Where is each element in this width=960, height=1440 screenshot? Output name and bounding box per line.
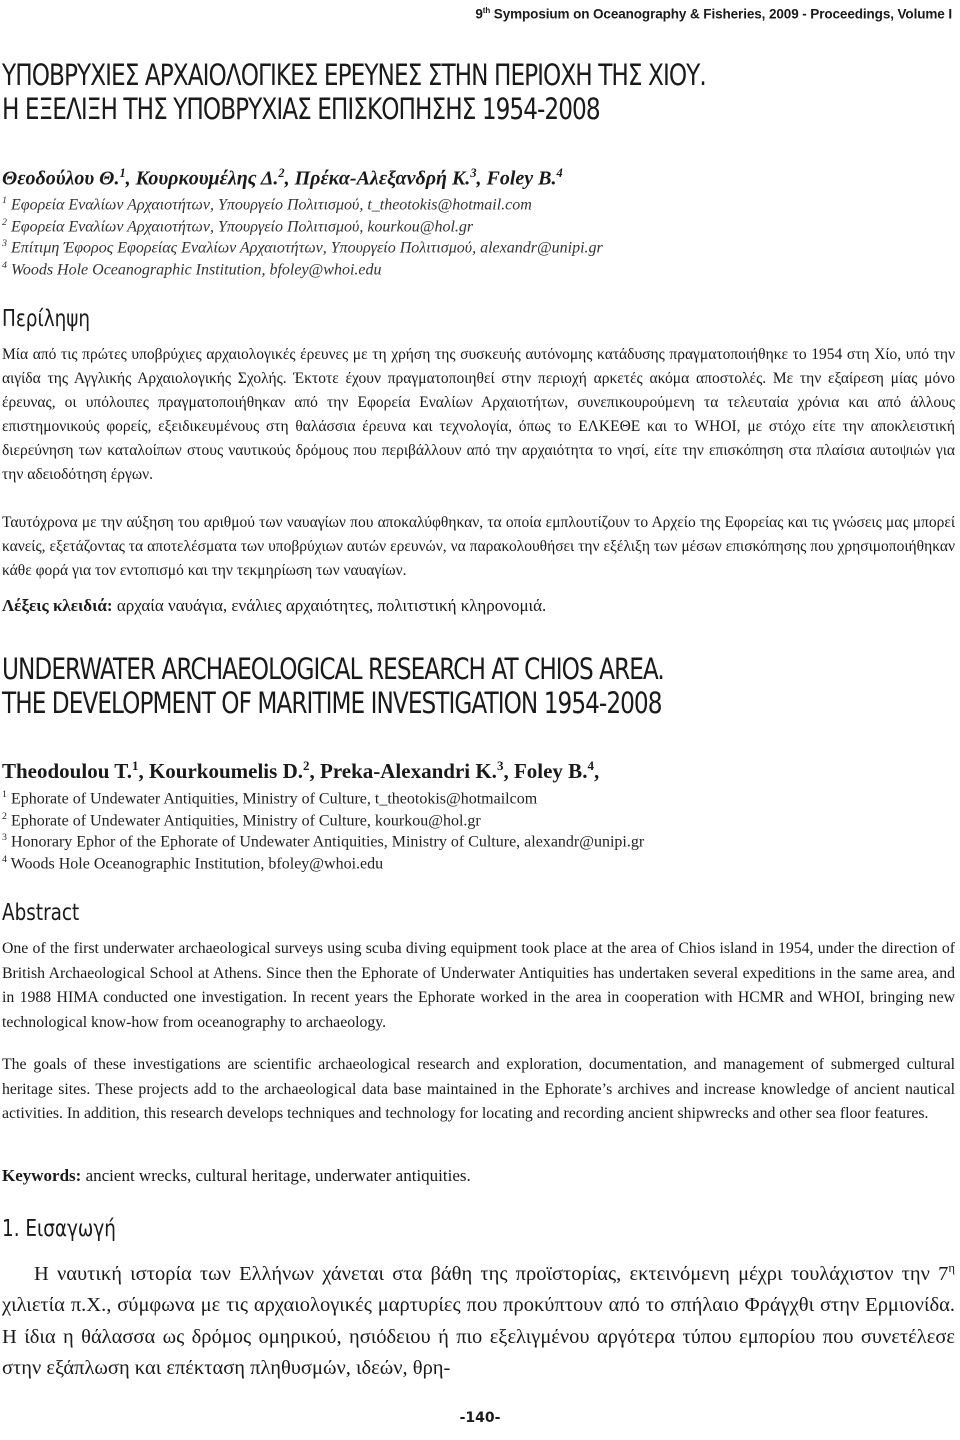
author-sup: 1 xyxy=(131,758,139,773)
author-sup: 2 xyxy=(278,166,285,180)
affiliation-sup: 3 xyxy=(2,238,7,250)
affiliation-sup: 2 xyxy=(2,216,7,228)
english-abstract-paragraph-2: The goals of these investigations are scientific archaeological research and exploration, documentation, and management of submerged cultural heritage sites. These projects add to the archaeological data base maintained in the Ephorate’s archives and increase knowledge of ancient nautical activities. In addition, this research develops techniques and technology for locating and recording ancient shipwrecks and other sea floor features. xyxy=(2,1056,955,1122)
affiliation-sup: 4 xyxy=(2,854,7,866)
greek-title-line-2: Η ΕΞΕΛΙΞΗ ΤΗΣ ΥΠΟΒΡΥΧΙΑΣ ΕΠΙΣΚΟΠΗΣΗΣ 1954-2008 xyxy=(2,92,600,126)
greek-keywords xyxy=(2,596,546,616)
affiliation-text: Επίτιμη Έφορος Εφορείας Εναλίων Αρχαιοτήτων, Υπουργείο Πολιτισμού, alexandr@unipi.gr xyxy=(6,239,603,257)
affiliation-text: Woods Hole Oceanographic Institution, bfoley@whoi.edu xyxy=(6,855,384,873)
affiliation-sup: 1 xyxy=(2,789,7,800)
intro-sup: η xyxy=(948,1261,955,1275)
author-name: Kourkoumelis D. xyxy=(148,759,303,783)
affiliation-text: Woods Hole Oceanographic Institution, bfoley@whoi.edu xyxy=(6,261,382,279)
author-sup: 2 xyxy=(302,758,310,773)
affiliation-sup: 2 xyxy=(2,810,7,822)
intro-paragraph xyxy=(2,1253,955,1385)
author-sup: 3 xyxy=(470,166,477,180)
running-head-ordinal: th xyxy=(482,6,491,15)
author-sep: , xyxy=(125,167,136,190)
greek-title xyxy=(2,58,706,126)
intro-text-a: Η ναυτική ιστορία των Ελλήνων χάνεται στα βάθη της προϊστορίας, εκτεινόμενη μέχρι τουλάχιστον την 7 xyxy=(34,1262,949,1285)
affiliation-line xyxy=(2,212,603,234)
affiliation-sup: 3 xyxy=(2,832,7,844)
english-abstract-paragraph-1: One of the first underwater archaeological surveys using scuba diving equipment took place at the area of Chios island in 1954, under the direction of British Archaeological School at Athens. Since then the Ephorate of Underwater Antiquities has undertaken several expeditions in the same area, and in 1988 HIMA conducted one investigation. In recent years the Ephorate worked in the area in cooperation with HCMR and WHOI, bringing new technological know-how from oceanography to archaeology. xyxy=(2,940,955,1031)
english-authors xyxy=(2,758,599,784)
keywords-label: Keywords: xyxy=(2,1166,82,1185)
author-sep: , xyxy=(138,759,149,783)
affiliation-sup: 4 xyxy=(2,260,7,272)
author-sup: 3 xyxy=(496,758,504,773)
greek-title-line-1: ΥΠΟΒΡΥΧΙΕΣ ΑΡΧΑΙΟΛΟΓΙΚΕΣ ΕΡΕΥΝΕΣ ΣΤΗΝ ΠΕΡΙΟΧΗ ΤΗΣ ΧΙΟΥ. xyxy=(2,58,706,92)
english-abstract-heading: Abstract xyxy=(2,900,80,926)
keywords-text: ancient wrecks, cultural heritage, underwater antiquities. xyxy=(81,1166,471,1185)
affiliation-line xyxy=(2,190,603,212)
intro-heading: 1. Εισαγωγή xyxy=(2,1216,116,1242)
affiliation-line xyxy=(2,233,603,255)
affiliation-line xyxy=(2,255,603,277)
author-name: Κουρκουμέλης Δ. xyxy=(135,167,279,190)
author-sup: 4 xyxy=(556,166,563,180)
greek-abstract-paragraph-2: Ταυτόχρονα με την αύξηση του αριθμού των ναυαγίων που αποκαλύφθηκαν, τα οποία εμπλουτίζουν το Αρχείο της Εφορείας και τις γνώσεις μας μπορεί κανείς, εξετάζοντας τα αποτελέσματα των υποβρύχιων αυτών ερευνών, να παρακολουθήσει την εξέλιξη των μέσων επισκόπησης που χρησιμοποιήθηκαν κάθε φορά για τον εντοπισμό και την τεκμηρίωση των ναυαγίων. xyxy=(2,514,955,579)
affiliation-line xyxy=(2,849,644,871)
author-name: Theodoulou T. xyxy=(2,759,132,783)
greek-authors xyxy=(2,166,563,191)
running-head-number: 9 xyxy=(475,6,483,22)
author-name: Πρέκα-Αλεξανδρή Κ. xyxy=(294,167,471,190)
greek-affiliations xyxy=(2,190,603,277)
author-sep: , xyxy=(593,759,600,783)
author-name: Preka-Alexandri K. xyxy=(320,759,497,783)
keywords-text: αρχαία ναυάγια, ενάλιες αρχαιότητες, πολιτιστική κληρονομιά. xyxy=(112,596,547,615)
author-sup: 1 xyxy=(119,166,126,180)
affiliation-line xyxy=(2,806,644,828)
english-title-line-1: UNDERWATER ARCHAEOLOGICAL RESEARCH AT CHIOS AREA. xyxy=(2,652,664,686)
page-number: -140- xyxy=(459,1410,501,1426)
english-keywords xyxy=(2,1166,471,1186)
affiliation-text: Ephorate of Undewater Antiquities, Ministry of Culture, t_theotokis@hotmailcom xyxy=(6,790,538,808)
english-title-line-2: THE DEVELOPMENT OF MARITIME INVESTIGATION 1954-2008 xyxy=(2,686,662,720)
greek-abstract-heading: Περίληψη xyxy=(2,306,91,332)
running-head xyxy=(475,6,952,22)
author-name: Θεοδούλου Θ. xyxy=(2,167,120,190)
author-name: Foley B. xyxy=(513,759,588,783)
affiliation-text: Εφορεία Εναλίων Αρχαιοτήτων, Υπουργείο Πολιτισμού, t_theotokis@hotmail.com xyxy=(6,196,532,214)
affiliation-sup: 1 xyxy=(2,195,7,206)
affiliation-text: Εφορεία Εναλίων Αρχαιοτήτων, Υπουργείο Πολιτισμού, kourkou@hol.gr xyxy=(6,218,474,236)
affiliation-line xyxy=(2,784,644,806)
author-name: Foley B. xyxy=(486,167,557,190)
author-sep: , xyxy=(284,167,295,190)
greek-abstract-paragraph-1: Μία από τις πρώτες υποβρύχιες αρχαιολογικές έρευνες με τη χρήση της συσκευής αυτόνομης κατάδυσης πραγματοποιήθηκε το 1954 στη Χίο, υπό την αιγίδα της Αγγλικής Αρχαιολογικής Σχολής. Έκτοτε έχουν πραγματοποιηθεί στην περιοχή αρκετές ακόμα αποστολές. Με την εξαίρεση μίας μόνο έρευνας, οι υπόλοιπες πραγματοποιήθηκαν από την Εφορεία Εναλίων Αρχαιοτήτων, συνεπικουρούμενη τα τελευταία χρόνια και από άλλους επιστημονικούς φορείς, εξειδικευμένους στη θαλάσσια έρευνα και τεχνολογία, όπως το ΕΛΚΕΘΕ και το WHOI, με στόχο είτε την αποκλειστική διερεύνηση των καταλοίπων στους ναυτικούς δρόμους που περιβάλλουν από την αρχαιότητα το νησί, είτε την επισκόπηση στα πλαίσια αυτοψιών για την αδειοδότηση έργων. xyxy=(2,346,955,483)
keywords-label: Λέξεις κλειδιά: xyxy=(2,596,113,615)
author-sep: , xyxy=(503,759,514,783)
author-sep: , xyxy=(309,759,320,783)
intro-text-b: χιλιετία π.Χ., σύμφωνα με τις αρχαιολογικές μαρτυρίες που προκύπτουν από το σπήλαιο Φράγχθι στην Ερμιονίδα. Η ίδια η θάλασσα ως δρόμος ομηρικού, ησιόδειου ή πιο εξελιγμένου αργότερα τύπου εμπορίου που συνετέλεσε στην εξάπλωση και επέκταση πληθυσμών, ιδεών, θρη- xyxy=(2,1294,955,1380)
english-title xyxy=(2,652,664,720)
affiliation-text: Honorary Ephor of the Ephorate of Undewater Antiquities, Ministry of Culture, alexandr@unipi.gr xyxy=(6,833,645,851)
affiliation-line xyxy=(2,827,644,849)
running-head-text: Symposium on Oceanography & Fisheries, 2009 - Proceedings, Volume I xyxy=(490,6,952,22)
author-sup: 4 xyxy=(587,758,594,773)
affiliation-text: Ephorate of Undewater Antiquities, Ministry of Culture, kourkou@hol.gr xyxy=(6,812,481,830)
author-sep: , xyxy=(476,167,487,190)
english-affiliations xyxy=(2,784,644,871)
